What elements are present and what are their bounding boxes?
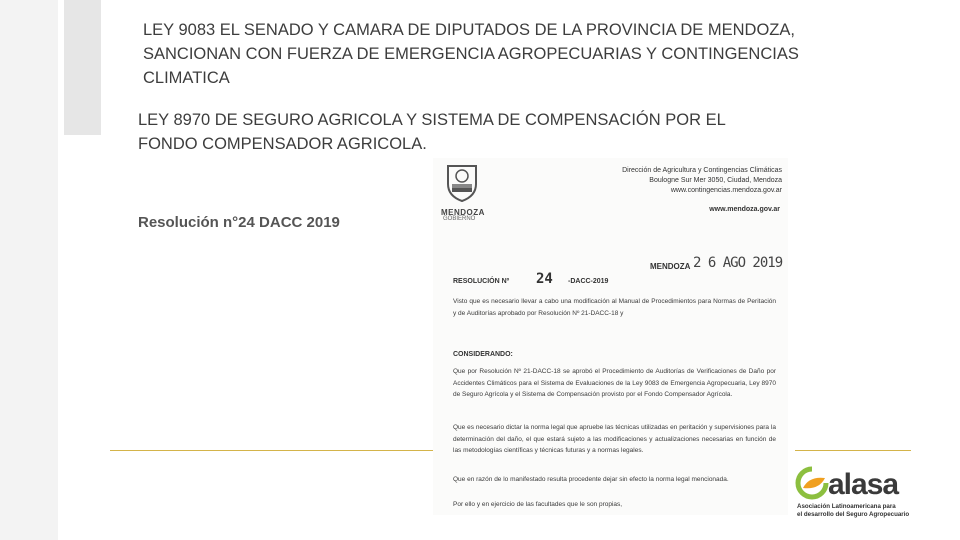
alasa-logo [795,464,920,524]
decorative-gray-block [64,0,101,135]
seal-name: MENDOZA [441,208,485,217]
left-margin-strip [0,0,58,540]
document-place: MENDOZA [650,262,691,271]
government-website: www.mendoza.gov.ar [709,206,780,213]
alasa-tagline [797,503,917,518]
handwritten-date-stamp: 2 6 AGO 2019 [693,255,783,271]
office-address [622,166,782,196]
address-line: Boulogne Sur Mer 3050, Ciudad, Mendoza [649,177,782,184]
document-paragraph: Que por Resolución Nº 21-DACC-18 se aprobó el Procedimiento de Auditorías de Verificaciones de Daño por Accidentes Climáticos para el Sistema de Evaluaciones de la Ley 9083 de Emergencia Agropecuaria, Ley 8970 de Seguro Agrícola y el Sistema de Compensación provisto por el Fondo Compensador Agrícola. [453,368,776,398]
document-paragraph: Visto que es necesario llevar a cabo una modificación al Manual de Procedimientos para Normas de Peritación y de Auditorías aprobado por Resolución Nº 21-DACC-18 y [453,298,776,317]
alasa-wordmark: alasa [828,468,899,501]
document-paragraph: Por ello y en ejercicio de las facultades que le son propias, [453,501,623,508]
document-paragraph: Que en razón de lo manifestado resulta procedente dejar sin efecto la norma legal mencionada. [453,476,729,483]
address-line: Dirección de Agricultura y Contingencias Climáticas [622,167,782,174]
divider-line-right [795,450,911,451]
heading-ley-9083: LEY 9083 EL SENADO Y CAMARA DE DIPUTADOS DE LA PROVINCIA DE MENDOZA, SANCIONAN CON FUERZA DE EMERGENCIA AGROPECUARIAS Y CONTINGENCIAS CLIMATICA [143,21,799,87]
tagline-line: Asociación Latinoamericana para [797,503,896,510]
resolution-number: 24 [536,271,553,287]
divider-line-left [110,450,435,451]
scanned-resolution-document [433,158,788,515]
heading-resolucion: Resolución n°24 DACC 2019 [138,214,340,231]
considerando-heading: CONSIDERANDO: [453,351,513,358]
address-line: www.contingencias.mendoza.gov.ar [670,187,782,194]
tagline-line: el desarrollo del Seguro Agropecuario [797,510,910,518]
mendoza-coat-of-arms-icon [444,162,480,202]
resolution-code: -DACC-2019 [568,278,609,285]
heading-ley-8970: LEY 8970 DE SEGURO AGRICOLA Y SISTEMA DE COMPENSACIÓN POR EL FONDO COMPENSADOR AGRICOLA. [138,111,726,153]
document-paragraph: Que es necesario dictar la norma legal que apruebe las técnicas utilizadas en peritación y supervisiones para la determinación del daño, el que estará sujeto a las modificaciones y actualizaciones necesarias en función de las metodologías científicas y técnicas futuras y a normas legales. [453,424,776,454]
resolution-label: RESOLUCIÓN Nº [453,278,510,285]
alasa-leaf-icon [795,466,829,504]
seal-subtitle: GOBIERNO [443,216,476,222]
